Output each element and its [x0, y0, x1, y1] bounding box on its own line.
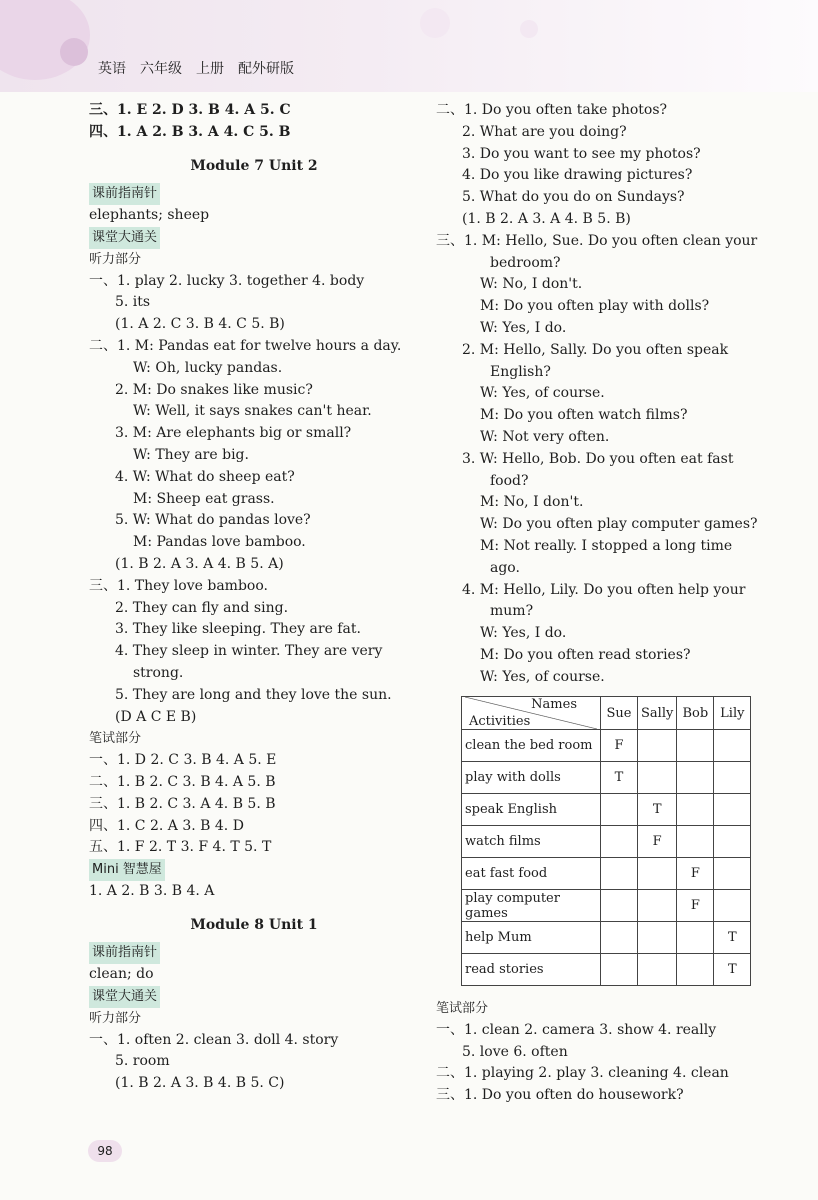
answer-cell — [714, 826, 751, 858]
answer-line: 三、1. Do you often do housework? — [436, 1087, 684, 1104]
table-row — [462, 730, 751, 762]
section-tag-label: 课前指南针 — [89, 942, 160, 964]
answer-cell — [677, 954, 714, 986]
answer-line: (D A C E B) — [115, 708, 197, 725]
answer-cell — [601, 954, 638, 986]
page-header-title: 英语 六年级 上册 配外研版 — [98, 61, 294, 77]
table-row — [462, 954, 751, 986]
answer-line: (1. A 2. C 3. B 4. C 5. B) — [115, 316, 285, 333]
answer-line: 5. W: What do pandas love? — [115, 512, 311, 529]
section-heading: 笔试部分 — [89, 731, 142, 747]
answer-cell — [601, 794, 638, 826]
section-tag — [89, 942, 419, 964]
left-column — [89, 100, 419, 1095]
activity-cell: read stories — [462, 954, 601, 986]
answer-cell — [638, 954, 677, 986]
answer-line: 5. room — [115, 1053, 170, 1070]
table-row — [462, 762, 751, 794]
table-column-header: Sue — [601, 697, 638, 730]
activities-label: Activities — [469, 714, 531, 729]
answer-cell — [638, 730, 677, 762]
activity-cell: play computer games — [462, 890, 601, 922]
answer-line: M: Do you often play with dolls? — [480, 298, 710, 315]
answer-line: 一、1. play 2. lucky 3. together 4. body — [89, 272, 365, 289]
answer-line: M: Pandas love bamboo. — [133, 534, 306, 551]
answer-line: W: Yes, of course. — [480, 385, 605, 402]
answer-cell — [677, 826, 714, 858]
answer-line: 二、1. Do you often take photos? — [436, 102, 668, 118]
answer-line: 5. What do you do on Sundays? — [462, 189, 685, 206]
answer-line: 五、1. F 2. T 3. F 4. T 5. T — [89, 839, 272, 856]
activity-cell: play with dolls — [462, 762, 601, 794]
answer-line: 4. M: Hello, Lily. Do you often help your — [462, 581, 746, 598]
decorative-circle — [520, 20, 538, 38]
answer-line: elephants; sheep — [89, 207, 210, 224]
answer-line: M: Sheep eat grass. — [133, 490, 275, 507]
answer-line: bedroom? — [490, 254, 561, 271]
answer-line: 三、1. M: Hello, Sue. Do you often clean your — [436, 232, 758, 249]
answer-line: W: Not very often. — [480, 428, 610, 445]
section-tag-label: 课前指南针 — [89, 183, 160, 205]
answer-line: 二、1. playing 2. play 3. cleaning 4. clean — [436, 1065, 729, 1082]
table-column-header: Sally — [638, 697, 677, 730]
table-row — [462, 922, 751, 954]
answer-line: M: Not really. I stopped a long time — [480, 537, 733, 554]
answer-cell — [714, 762, 751, 794]
table-row — [462, 794, 751, 826]
answer-cell — [714, 794, 751, 826]
section-heading: 听力部分 — [89, 1010, 142, 1026]
answer-line: 3. M: Are elephants big or small? — [115, 425, 352, 442]
answer-line: (1. B 2. A 3. B 4. B 5. C) — [115, 1075, 285, 1092]
answer-line: 一、1. often 2. clean 3. doll 4. story — [89, 1031, 339, 1048]
answer-cell — [601, 922, 638, 954]
answer-cell — [677, 730, 714, 762]
answer-cell: T — [638, 794, 677, 826]
answer-line: 2. What are you doing? — [462, 123, 627, 140]
answer-cell — [714, 730, 751, 762]
table-row — [462, 890, 751, 922]
right-column-bottom — [436, 998, 766, 1107]
decorative-circle — [60, 38, 88, 66]
answer-cell — [677, 794, 714, 826]
answer-line: clean; do — [89, 966, 154, 983]
activity-cell: eat fast food — [462, 858, 601, 890]
answer-line: 3. Do you want to see my photos? — [462, 145, 701, 162]
answer-line: 三、1. B 2. C 3. A 4. B 5. B — [89, 795, 276, 812]
answer-line: food? — [490, 472, 529, 489]
answer-cell: T — [601, 762, 638, 794]
answer-line: 4. They sleep in winter. They are very — [115, 643, 383, 660]
answer-line: 四、1. C 2. A 3. B 4. D — [89, 817, 244, 834]
section-tag — [89, 227, 419, 249]
answer-line: W: Oh, lucky pandas. — [133, 359, 283, 376]
answer-line: (1. B 2. A 3. A 4. B 5. A) — [115, 555, 284, 572]
answer-line: 1. A 2. B 3. B 4. A — [89, 882, 215, 899]
section-heading: 听力部分 — [89, 251, 142, 267]
answer-line: M: Do you often watch films? — [480, 407, 688, 424]
answer-cell — [638, 762, 677, 794]
answer-cell: F — [601, 730, 638, 762]
answer-line: 5. They are long and they love the sun. — [115, 686, 392, 703]
answer-line: W: Yes, of course. — [480, 668, 605, 685]
activity-cell: watch films — [462, 826, 601, 858]
answer-line: 2. M: Hello, Sally. Do you often speak — [462, 341, 729, 358]
answer-cell: F — [677, 858, 714, 890]
answer-cell — [601, 826, 638, 858]
table-corner-header — [462, 697, 601, 730]
table-row — [462, 826, 751, 858]
answer-line: 5. love 6. often — [462, 1043, 568, 1060]
section-tag-label: Mini 智慧屋 — [89, 859, 165, 881]
answer-cell — [714, 890, 751, 922]
names-label: Names — [531, 697, 577, 712]
answer-cell — [638, 890, 677, 922]
table-column-header: Lily — [714, 697, 751, 730]
answer-cell: T — [714, 954, 751, 986]
answer-line: M: No, I don't. — [480, 494, 584, 511]
activities-table — [461, 696, 751, 986]
answer-cell: F — [677, 890, 714, 922]
answer-line: 3. W: Hello, Bob. Do you often eat fast — [462, 450, 734, 467]
answer-line: English? — [490, 363, 551, 380]
answer-line: 二、1. B 2. C 3. B 4. A 5. B — [89, 773, 276, 790]
answer-line: M: Do you often read stories? — [480, 646, 691, 663]
decorative-circle — [420, 8, 450, 38]
activity-cell: clean the bed room — [462, 730, 601, 762]
answer-line: 2. They can fly and sing. — [115, 599, 289, 616]
answer-cell — [601, 890, 638, 922]
answer-line: strong. — [133, 664, 184, 681]
answer-line: ago. — [490, 559, 520, 576]
activity-cell: help Mum — [462, 922, 601, 954]
answer-line: 三、1. They love bamboo. — [89, 577, 268, 594]
answer-line: 4. Do you like drawing pictures? — [462, 167, 693, 184]
answer-line: mum? — [490, 603, 534, 620]
answer-line: W: Do you often play computer games? — [480, 516, 758, 533]
section-tag — [89, 183, 419, 205]
answer-line: 一、1. D 2. C 3. B 4. A 5. E — [89, 752, 277, 769]
answer-line: W: Yes, I do. — [480, 625, 567, 642]
activity-cell: speak English — [462, 794, 601, 826]
answer-line: 2. M: Do snakes like music? — [115, 381, 313, 398]
section-tag-label: 课堂大通关 — [89, 986, 160, 1008]
answer-line: W: Well, it says snakes can't hear. — [133, 403, 372, 420]
section-tag-label: 课堂大通关 — [89, 227, 160, 249]
answer-cell — [638, 922, 677, 954]
answer-line: 二、1. M: Pandas eat for twelve hours a day. — [89, 337, 402, 354]
section-tag — [89, 859, 419, 881]
section-tag — [89, 986, 419, 1008]
answer-cell: T — [714, 922, 751, 954]
answer-line: W: They are big. — [133, 446, 249, 463]
header-band — [0, 0, 818, 92]
answer-cell: F — [638, 826, 677, 858]
right-column — [436, 100, 766, 689]
answer-line: 4. W: What do sheep eat? — [115, 468, 295, 485]
answer-cell — [601, 858, 638, 890]
answer-cell — [677, 922, 714, 954]
module-heading: Module 8 Unit 1 — [190, 916, 318, 933]
table-column-header: Bob — [677, 697, 714, 730]
answer-cell — [714, 858, 751, 890]
answer-line: 3. They like sleeping. They are fat. — [115, 621, 361, 638]
module-heading: Module 7 Unit 2 — [190, 157, 318, 174]
answer-line: 5. its — [115, 294, 151, 311]
page-number: 98 — [88, 1140, 122, 1162]
answer-cell — [677, 762, 714, 794]
answer-line: 三、1. E 2. D 3. B 4. A 5. C — [89, 102, 291, 118]
section-heading: 笔试部分 — [436, 1001, 489, 1016]
answer-line: (1. B 2. A 3. A 4. B 5. B) — [462, 210, 631, 227]
answer-line: W: No, I don't. — [480, 276, 583, 293]
answer-line: W: Yes, I do. — [480, 319, 567, 336]
answer-cell — [638, 858, 677, 890]
answer-line: 四、1. A 2. B 3. A 4. C 5. B — [89, 123, 291, 140]
answer-line: 一、1. clean 2. camera 3. show 4. really — [436, 1021, 717, 1038]
table-row — [462, 858, 751, 890]
